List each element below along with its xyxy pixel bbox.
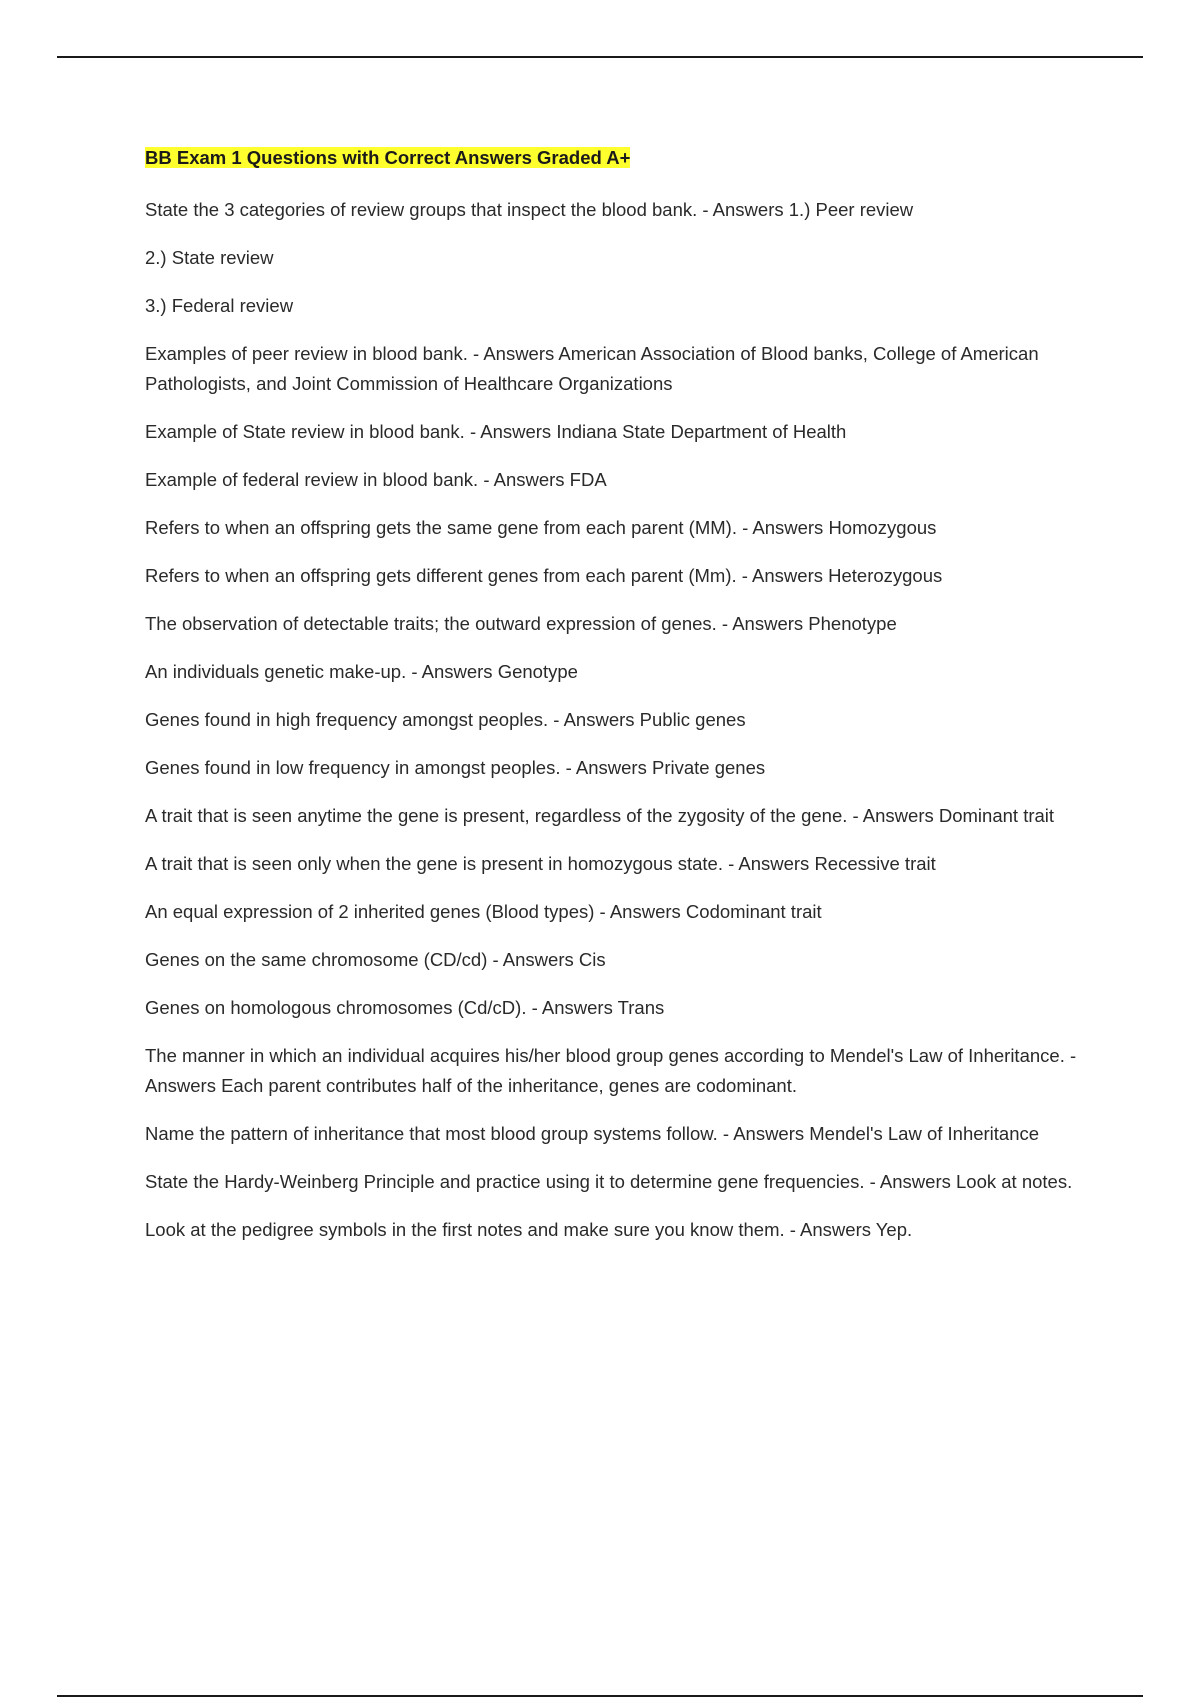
- qa-paragraph: The manner in which an individual acquires his/her blood group genes according to Mendel's Law of Inheritance. - Answers Each parent contributes half of the inheritance, genes are codominant.: [145, 1045, 1077, 1096]
- qa-paragraph: Refers to when an offspring gets the same gene from each parent (MM). - Answers Homozygous: [145, 517, 937, 538]
- qa-paragraph: Genes on the same chromosome (CD/cd) - Answers Cis: [145, 949, 606, 970]
- qa-paragraph: 2.) State review: [145, 247, 274, 268]
- qa-paragraph: State the Hardy-Weinberg Principle and practice using it to determine gene frequencies. - Answers Look at notes.: [145, 1171, 1073, 1192]
- qa-paragraph: Look at the pedigree symbols in the first notes and make sure you know them. - Answers Yep.: [145, 1219, 913, 1240]
- qa-paragraph: 3.) Federal review: [145, 295, 294, 316]
- qa-paragraph: A trait that is seen only when the gene is present in homozygous state. - Answers Recessive trait: [145, 853, 936, 874]
- qa-paragraph: Example of State review in blood bank. - Answers Indiana State Department of Health: [145, 421, 847, 442]
- qa-paragraph: An equal expression of 2 inherited genes (Blood types) - Answers Codominant trait: [145, 901, 822, 922]
- qa-paragraph: Refers to when an offspring gets different genes from each parent (Mm). - Answers Heterozygous: [145, 565, 943, 586]
- header-rule: [57, 56, 1143, 58]
- qa-paragraph: An individuals genetic make-up. - Answers Genotype: [145, 661, 578, 682]
- qa-paragraph: Name the pattern of inheritance that most blood group systems follow. - Answers Mendel's Law of Inheritance: [145, 1123, 1040, 1144]
- qa-paragraph: The observation of detectable traits; the outward expression of genes. - Answers Phenotype: [145, 613, 897, 634]
- qa-paragraph: State the 3 categories of review groups that inspect the blood bank. - Answers 1.) Peer review: [145, 199, 914, 220]
- qa-paragraph: Genes on homologous chromosomes (Cd/cD). - Answers Trans: [145, 997, 665, 1018]
- qa-paragraph: Examples of peer review in blood bank. - Answers American Association of Blood banks, College of American Pathologists, and Joint Commission of Healthcare Organizations: [145, 343, 1039, 394]
- title-highlight: BB Exam 1 Questions with Correct Answers Graded A+: [145, 147, 631, 168]
- qa-paragraph: A trait that is seen anytime the gene is present, regardless of the zygosity of the gene. - Answers Dominant trait: [145, 805, 1055, 826]
- document-body: [145, 143, 1095, 1263]
- footer-rule: [57, 1695, 1143, 1697]
- qa-paragraph: Genes found in low frequency in amongst peoples. - Answers Private genes: [145, 757, 766, 778]
- qa-paragraph: Example of federal review in blood bank. - Answers FDA: [145, 469, 607, 490]
- qa-paragraph: Genes found in high frequency amongst peoples. - Answers Public genes: [145, 709, 746, 730]
- document-title: [145, 143, 1095, 173]
